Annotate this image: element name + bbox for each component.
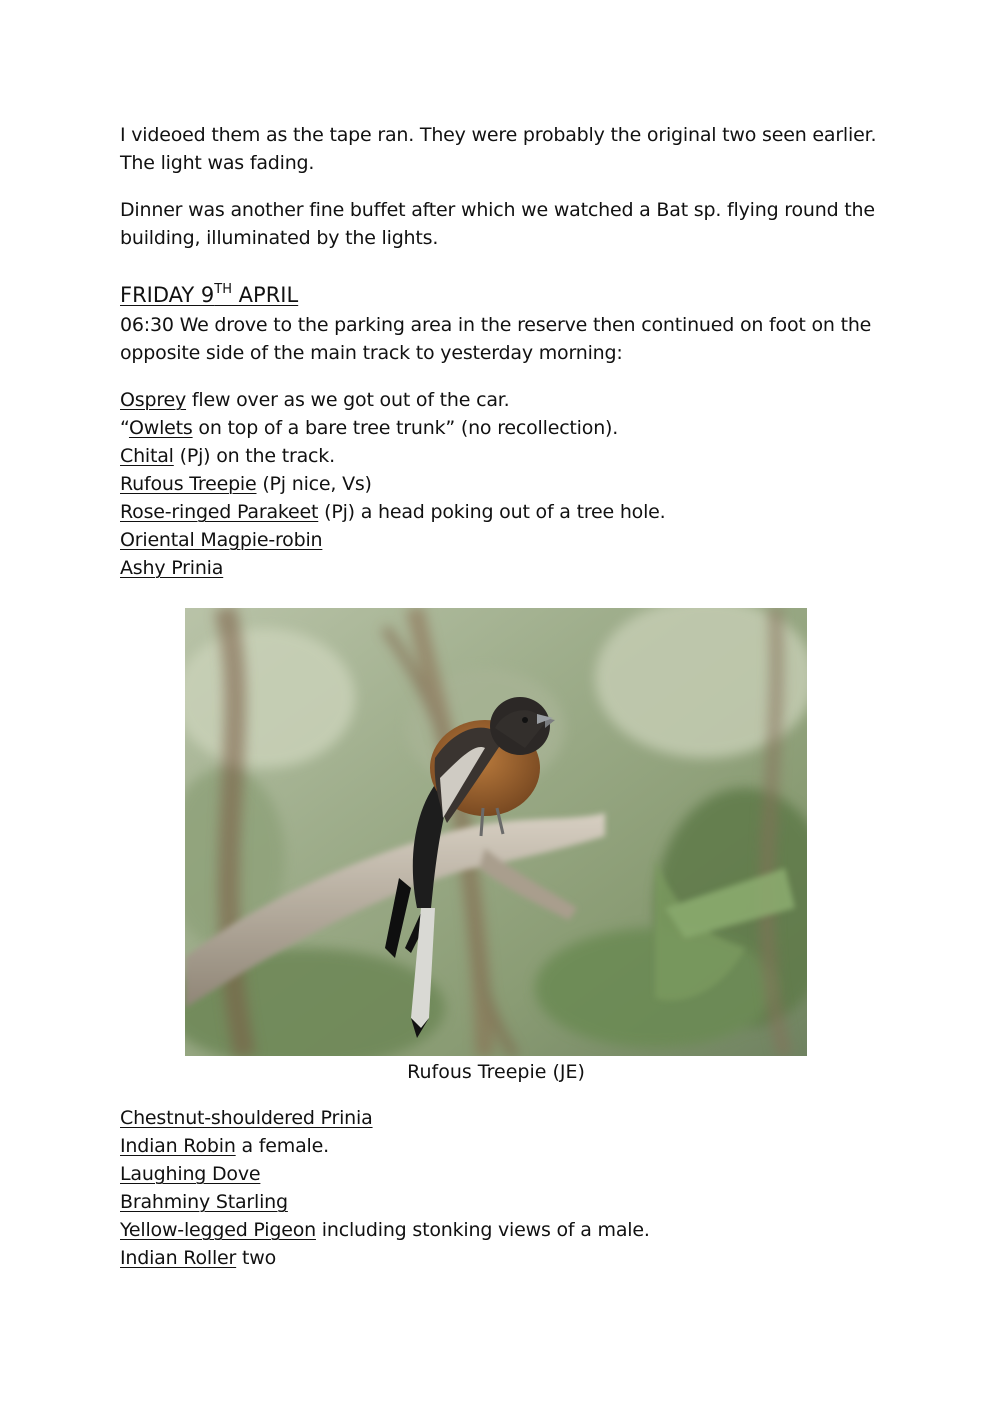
rufous-treepie-photo: [185, 608, 807, 1056]
sighting-note: flew over as we got out of the car.: [186, 389, 510, 411]
intro-paragraph-2-line-1: Dinner was another fine buffet after which we watched a Bat sp. flying round the: [120, 199, 875, 221]
species-name: Indian Roller: [120, 1247, 237, 1269]
species-name: Rufous Treepie: [120, 473, 257, 495]
sighting-note: on top of a bare tree trunk” (no recollection).: [192, 417, 619, 439]
sighting-item: [120, 386, 509, 414]
sighting-item: [120, 1216, 650, 1244]
species-name: Indian Robin: [120, 1135, 236, 1157]
day-heading: [120, 281, 298, 309]
day-intro-line-2: opposite side of the main track to yesterday morning:: [120, 342, 623, 364]
sighting-item: [120, 470, 372, 498]
species-name: Chestnut-shouldered Prinia: [120, 1107, 373, 1129]
species-name: Laughing Dove: [120, 1163, 261, 1185]
day-heading-month: APRIL: [231, 283, 299, 307]
bird-photo-illustration: [185, 608, 807, 1056]
sighting-item: [120, 1132, 329, 1160]
sighting-item: [120, 498, 666, 526]
sighting-item: [120, 1104, 373, 1132]
species-name: Chital: [120, 445, 174, 467]
sighting-note: a female.: [235, 1135, 329, 1157]
sighting-note: (Pj) on the track.: [173, 445, 335, 467]
sighting-item: [120, 1244, 276, 1272]
sighting-item: [120, 554, 223, 582]
sighting-prefix: “: [120, 417, 129, 439]
species-name: Yellow-legged Pigeon: [120, 1219, 316, 1241]
photo-caption: Rufous Treepie (JE): [407, 1061, 585, 1083]
sighting-item: [120, 526, 322, 554]
species-name: Osprey: [120, 389, 187, 411]
day-heading-main: FRIDAY 9: [120, 283, 215, 307]
sighting-note: two: [236, 1247, 277, 1269]
sighting-note: including stonking views of a male.: [315, 1219, 650, 1241]
species-name: Brahminy Starling: [120, 1191, 288, 1213]
species-name: Owlets: [128, 417, 193, 439]
intro-paragraph-2-line-2: building, illuminated by the lights.: [120, 227, 439, 249]
day-intro-line-1: 06:30 We drove to the parking area in the reserve then continued on foot on the: [120, 314, 872, 336]
intro-paragraph-1-line-1: I videoed them as the tape ran. They were probably the original two seen earlier.: [120, 124, 877, 146]
species-name: Ashy Prinia: [120, 557, 224, 579]
sighting-item: [120, 1188, 288, 1216]
sighting-note: (Pj nice, Vs): [256, 473, 372, 495]
day-heading-ordinal: TH: [214, 282, 232, 297]
sighting-item: [120, 442, 335, 470]
sighting-item: [120, 414, 618, 442]
intro-paragraph-1-line-2: The light was fading.: [120, 152, 315, 174]
sighting-item: [120, 1160, 260, 1188]
species-name: Oriental Magpie-robin: [120, 529, 323, 551]
sighting-note: (Pj) a head poking out of a tree hole.: [318, 501, 666, 523]
species-name: Rose-ringed Parakeet: [120, 501, 319, 523]
